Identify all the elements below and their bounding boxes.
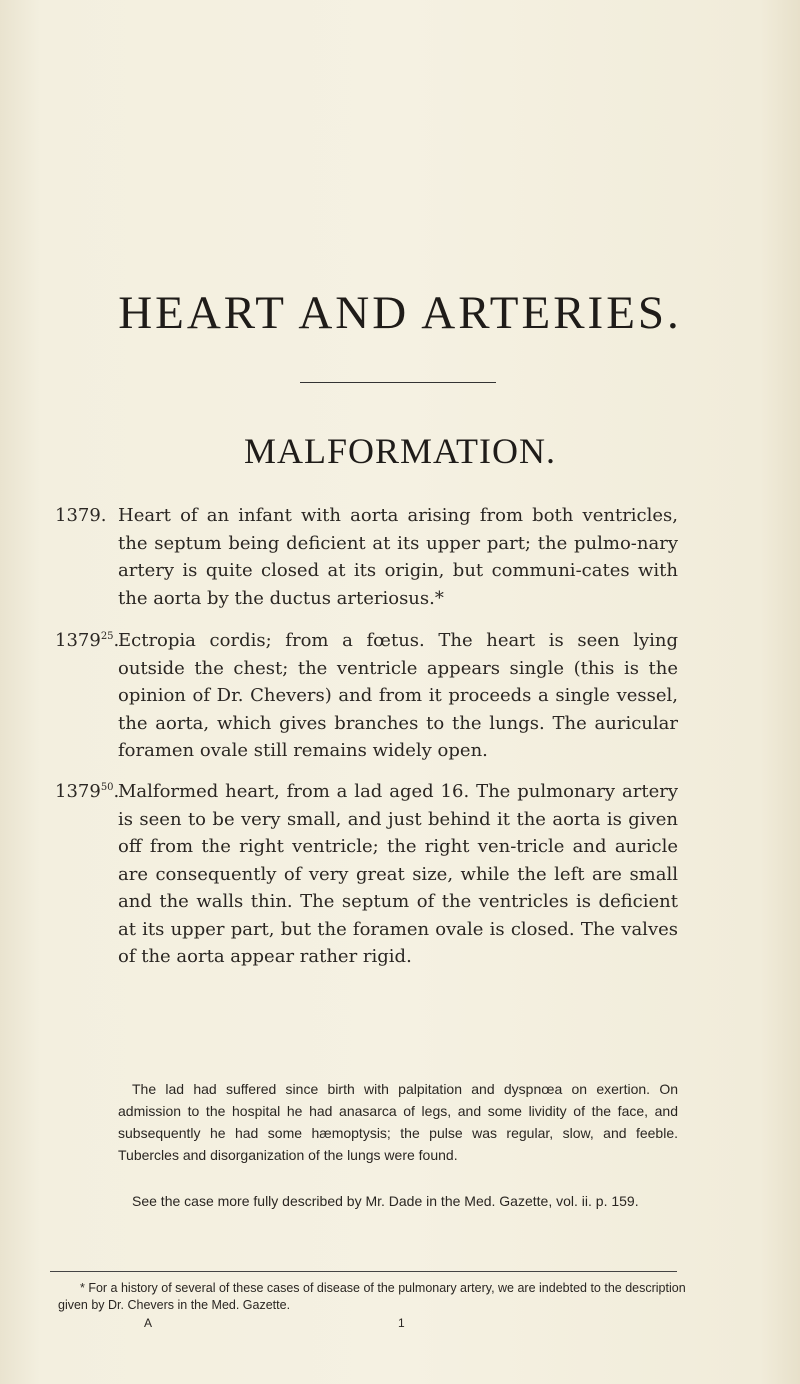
entry-number: 1379$^{25}$. [55,630,120,651]
signature-letter: A [144,1316,153,1330]
page-title: HEART AND ARTERIES. [118,287,682,339]
entry-number: 1379. [55,505,107,526]
entry-1379-25 [55,627,678,765]
signature-number: 1 [398,1316,405,1330]
entry-text: Malformed heart, from a lad aged 16. The pulmonary artery is seen to be very small, and just behind it the aorta is given off from the right ventricle; the right ven-tricle and auricle are consequently of very great size, while the left are small and the walls thin. The septum of the ventricles is deficient at its upper part, but the foramen ovale is closed. The valves of the aorta appear rather rigid. [118,781,678,967]
entry-text: Ectropia cordis; from a fœtus. The heart is seen lying outside the chest; the ventricle appears single (this is the opinion of Dr. Chevers) and from it proceeds a single vessel, the aorta, which gives branches to the lungs. The auricular foramen ovale still remains widely open. [118,630,678,761]
case-reference: See the case more fully described by Mr. Dade in the Med. Gazette, vol. ii. p. 159. [132,1193,639,1209]
entry-number: 1379$^{50}$. [55,781,120,802]
entry-1379 [55,502,678,612]
entry-1379-50 [55,778,678,971]
section-title: MALFORMATION. [243,431,557,471]
case-note: The lad had suffered since birth with palpitation and dyspnœa on exertion. On admission to the hospital he had anasarca of legs, and some lividity of the face, and subsequently he had some hæmoptysis; the pulse was regular, slow, and feeble. Tubercles and disorganization of the lungs were found. [118,1081,678,1163]
footnote: * For a history of several of these cases of disease of the pulmonary artery, we are indebted to the description given by Dr. Chevers in the Med. Gazette. [58,1281,686,1312]
entry-text: Heart of an infant with aorta arising from both ventricles, the septum being deficient at its upper part; the pulmo-nary artery is quite closed at its origin, but communi-cates with the aorta by the ductus arteriosus.* [118,505,678,609]
footnote-rule [50,1271,677,1272]
title-rule [300,382,496,383]
